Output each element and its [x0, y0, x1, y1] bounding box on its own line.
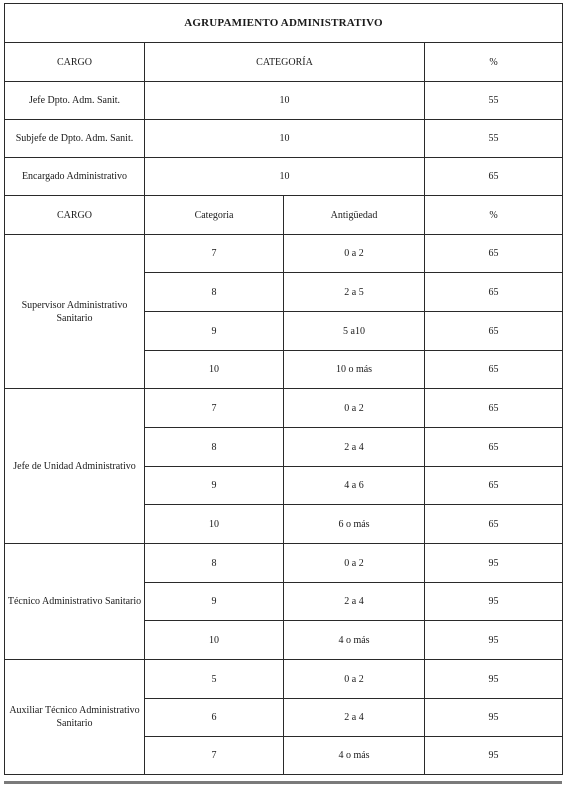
categoria-cell: 6 [145, 699, 284, 737]
table-row [5, 660, 563, 699]
header-categoria: CATEGORÍA [145, 43, 425, 82]
antiguedad-cell: 2 a 4 [284, 428, 425, 467]
percent-cell: 65 [425, 351, 563, 389]
percent-cell: 95 [425, 621, 563, 660]
table-row [5, 235, 563, 273]
cargo-cell: Subjefe de Dpto. Adm. Sanit. [5, 120, 145, 158]
percent-cell: 95 [425, 660, 563, 699]
percent-cell: 95 [425, 699, 563, 737]
categoria-cell: 8 [145, 273, 284, 312]
antiguedad-cell: 2 a 5 [284, 273, 425, 312]
antiguedad-cell: 4 o más [284, 621, 425, 660]
percent-cell: 65 [425, 273, 563, 312]
categoria-cell: 5 [145, 660, 284, 699]
percent-cell: 95 [425, 583, 563, 621]
categoria-cell: 10 [145, 621, 284, 660]
header-percent: % [425, 196, 563, 235]
categoria-cell: 8 [145, 544, 284, 583]
categoria-cell: 10 [145, 82, 425, 120]
antiguedad-cell: 2 a 4 [284, 699, 425, 737]
percent-cell: 65 [425, 428, 563, 467]
table-row [5, 544, 563, 583]
header-row-2 [5, 196, 563, 235]
percent-cell: 65 [425, 389, 563, 428]
table-row [5, 389, 563, 428]
categoria-cell: 8 [145, 428, 284, 467]
group-cargo-cell: Supervisor Administrativo Sanitario [5, 235, 145, 389]
cargo-cell: Jefe Dpto. Adm. Sanit. [5, 82, 145, 120]
antiguedad-cell: 10 o más [284, 351, 425, 389]
antiguedad-cell: 0 a 2 [284, 389, 425, 428]
percent-cell: 65 [425, 312, 563, 351]
header-antiguedad: Antigüedad [284, 196, 425, 235]
header-row-1 [5, 43, 563, 82]
header-cargo: CARGO [5, 196, 145, 235]
header-percent: % [425, 43, 563, 82]
table-row [5, 82, 563, 120]
percent-cell: 65 [425, 158, 563, 196]
categoria-cell: 10 [145, 158, 425, 196]
group-cargo-cell: Jefe de Unidad Administrativo [5, 389, 145, 544]
categoria-cell: 7 [145, 737, 284, 775]
antiguedad-cell: 0 a 2 [284, 544, 425, 583]
table-title: AGRUPAMIENTO ADMINISTRATIVO [5, 4, 563, 43]
categoria-cell: 7 [145, 389, 284, 428]
antiguedad-cell: 4 o más [284, 737, 425, 775]
antiguedad-cell: 5 a10 [284, 312, 425, 351]
percent-cell: 65 [425, 467, 563, 505]
percent-cell: 55 [425, 82, 563, 120]
antiguedad-cell: 0 a 2 [284, 235, 425, 273]
categoria-cell: 9 [145, 583, 284, 621]
header-cargo: CARGO [5, 43, 145, 82]
percent-cell: 55 [425, 120, 563, 158]
header-categoria: Categoria [145, 196, 284, 235]
categoria-cell: 9 [145, 312, 284, 351]
cargo-cell: Encargado Administrativo [5, 158, 145, 196]
categoria-cell: 10 [145, 505, 284, 544]
agrupamiento-table [4, 3, 563, 775]
categoria-cell: 10 [145, 351, 284, 389]
group-cargo-cell: Técnico Administrativo Sanitario [5, 544, 145, 660]
group-cargo-cell: Auxiliar Técnico Administrativo Sanitario [5, 660, 145, 775]
percent-cell: 95 [425, 737, 563, 775]
table-row [5, 120, 563, 158]
categoria-cell: 10 [145, 120, 425, 158]
title-row [5, 4, 563, 43]
categoria-cell: 7 [145, 235, 284, 273]
categoria-cell: 9 [145, 467, 284, 505]
bottom-divider [4, 781, 562, 784]
percent-cell: 65 [425, 235, 563, 273]
percent-cell: 65 [425, 505, 563, 544]
antiguedad-cell: 6 o más [284, 505, 425, 544]
table-row [5, 158, 563, 196]
percent-cell: 95 [425, 544, 563, 583]
antiguedad-cell: 2 a 4 [284, 583, 425, 621]
antiguedad-cell: 0 a 2 [284, 660, 425, 699]
antiguedad-cell: 4 a 6 [284, 467, 425, 505]
